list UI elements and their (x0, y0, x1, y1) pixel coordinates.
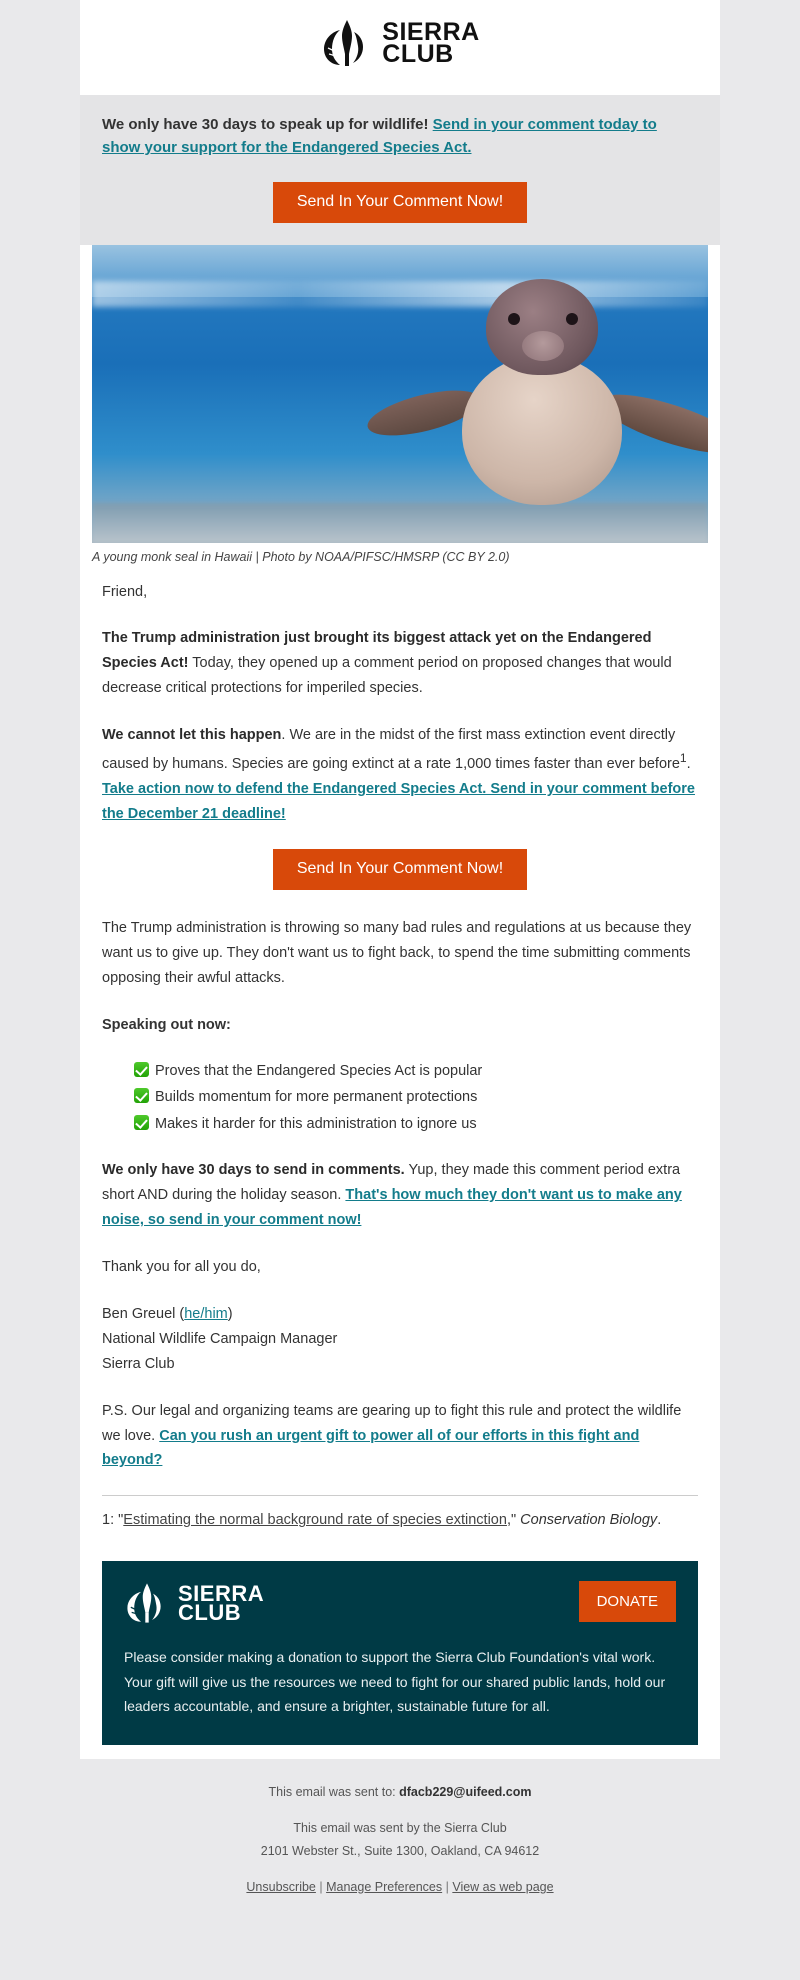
sierra-club-tree-icon (320, 18, 374, 68)
view-as-web-page-link[interactable]: View as web page (452, 1880, 554, 1895)
footer-links (20, 1876, 780, 1900)
unsubscribe-link[interactable]: Unsubscribe (246, 1880, 316, 1895)
urgent-gift-link[interactable]: Can you rush an urgent gift to power all of our efforts in this fight and beyond? (102, 1427, 640, 1469)
sierra-club-tree-icon (124, 1581, 170, 1625)
sent-to-label: This email was sent to: (268, 1784, 400, 1799)
speaking-out-heading: Speaking out now: (102, 1016, 231, 1033)
footnote-suffix: . (657, 1512, 662, 1529)
green-check-icon (134, 1062, 149, 1077)
sierra-club-logo[interactable] (320, 18, 479, 68)
footnote-source-link[interactable]: Estimating the normal background rate of species extinction (123, 1512, 507, 1529)
paragraph-2 (102, 723, 698, 827)
banner-cta-link[interactable]: Send in your comment today to show your support for the Endangered Species Act. (102, 116, 657, 157)
make-noise-link[interactable]: That's how much they don't want us to make any noise, so send in your comment now! (102, 1186, 682, 1228)
list-item-label: Makes it harder for this administration to ignore us (155, 1115, 477, 1132)
hero-image-wrap (80, 245, 720, 543)
logo-wordmark (382, 18, 480, 68)
sierra-club-logo-footer[interactable] (124, 1581, 264, 1625)
banner-lead: We only have 30 days to speak up for wildlife! (102, 116, 433, 133)
paragraph-1-rest: Today, they opened up a comment period on proposed changes that would decrease critical protections for imperiled species. (102, 655, 672, 697)
list-item-label: Proves that the Endangered Species Act is popular (155, 1062, 483, 1079)
send-comment-button-middle[interactable]: Send In Your Comment Now! (273, 849, 527, 890)
seal-left-eye (508, 313, 520, 325)
greeting: Friend, (102, 583, 148, 600)
footer-separator: | (315, 1880, 327, 1895)
footnote-middle: ," (506, 1512, 521, 1529)
pronouns-link[interactable]: he/him (184, 1305, 228, 1322)
paragraph-2-bold: We cannot let this happen (102, 727, 282, 744)
benefits-checklist (102, 1060, 698, 1136)
logo-line-2: CLUB (178, 1600, 242, 1626)
email-content (80, 564, 720, 1562)
list-item (134, 1060, 698, 1083)
footnote-journal: Conservation Biology (520, 1512, 658, 1529)
water-shimmer (92, 281, 708, 307)
photo-caption: A young monk seal in Hawaii | Photo by NOAA/PIFSC/HMSRP (CC BY 2.0) (80, 543, 720, 564)
donate-button[interactable]: DONATE (579, 1581, 676, 1622)
paragraph-4-bold: We only have 30 days to send in comments. (102, 1162, 405, 1179)
send-comment-button-top[interactable]: Send In Your Comment Now! (273, 182, 527, 223)
seabed (92, 503, 708, 543)
donate-panel-header (124, 1581, 676, 1625)
footnote (102, 1508, 698, 1533)
signature-name: Ben Greuel ( (102, 1305, 185, 1322)
footnote-prefix: 1: " (102, 1512, 124, 1529)
banner-text (102, 113, 698, 160)
email-header (80, 0, 720, 95)
paragraph-1 (102, 626, 698, 701)
footer-gap-2 (20, 1864, 780, 1876)
donate-copy: Please consider making a donation to support the Sierra Club Foundation's vital work. Your gift will give us the resources we need to fight for our shared public lands, hold our leaders accountable, and ensure a brighter, sustainable future for all. (124, 1649, 666, 1715)
paragraph-4-mid: Yup, they made this comment period extra short AND during the holiday season. (102, 1162, 681, 1203)
donate-panel (102, 1561, 698, 1745)
green-check-icon (134, 1115, 149, 1130)
logo-line-1: SIERRA (382, 18, 480, 46)
donate-section-wrap (80, 1561, 720, 1745)
sent-to-line (20, 1781, 780, 1805)
ps-text: P.S. Our legal and organizing teams are gearing up to fight this rule and protect the wildlife we love. (102, 1402, 682, 1444)
list-item (134, 1086, 698, 1109)
banner-button-row (102, 182, 698, 223)
list-item-label: Builds momentum for more permanent protections (155, 1089, 478, 1106)
signature-org: Sierra Club (102, 1355, 175, 1372)
bottom-spacer (80, 1745, 720, 1759)
footer-separator: | (442, 1880, 453, 1895)
monk-seal-photo (92, 245, 708, 543)
ps-paragraph (102, 1399, 698, 1474)
logo-line-1: SIERRA (178, 1580, 265, 1606)
recipient-email: dfacb229@uifeed.com (399, 1784, 532, 1799)
seal-body (462, 355, 622, 505)
thanks-line: Thank you for all you do, (102, 1258, 261, 1275)
paragraph-2-mid: . We are in the midst of the first mass extinction event directly caused by humans. Species are going extinct at a rate 1,000 times faster than ever before (102, 727, 680, 773)
logo-line-2: CLUB (382, 40, 454, 68)
email-body (80, 0, 720, 1759)
paragraph-4 (102, 1158, 698, 1233)
email-footer (0, 1759, 800, 1926)
seal-right-eye (566, 313, 578, 325)
divider (102, 1495, 698, 1496)
take-action-link[interactable]: Take action now to defend the Endangered Species Act. Send in your comment before the December 21 deadline! (102, 780, 695, 822)
top-banner (80, 95, 720, 245)
signature-block (102, 1302, 698, 1377)
paragraph-3: The Trump administration is throwing so many bad rules and regulations at us because they want us to give up. They don't want us to fight back, to spend the time submitting comments opposing their awful attacks. (102, 919, 692, 986)
green-check-icon (134, 1088, 149, 1103)
paragraph-2-after: . (686, 756, 691, 773)
footnote-marker: 1 (679, 751, 687, 766)
list-item (134, 1113, 698, 1136)
logo-wordmark-footer (178, 1580, 265, 1626)
sent-by-line: This email was sent by the Sierra Club (293, 1820, 507, 1835)
seal-muzzle (522, 331, 564, 361)
signature-title: National Wildlife Campaign Manager (102, 1330, 338, 1347)
paragraph-1-bold: The Trump administration just brought its biggest attack yet on the Endangered Species Act! (102, 630, 652, 672)
manage-preferences-link[interactable]: Manage Preferences (326, 1880, 443, 1895)
signature-name-close: ) (227, 1305, 233, 1322)
footer-gap-1 (20, 1805, 780, 1817)
address-line: 2101 Webster St., Suite 1300, Oakland, CA 94612 (260, 1844, 540, 1859)
mid-button-row (102, 849, 698, 890)
